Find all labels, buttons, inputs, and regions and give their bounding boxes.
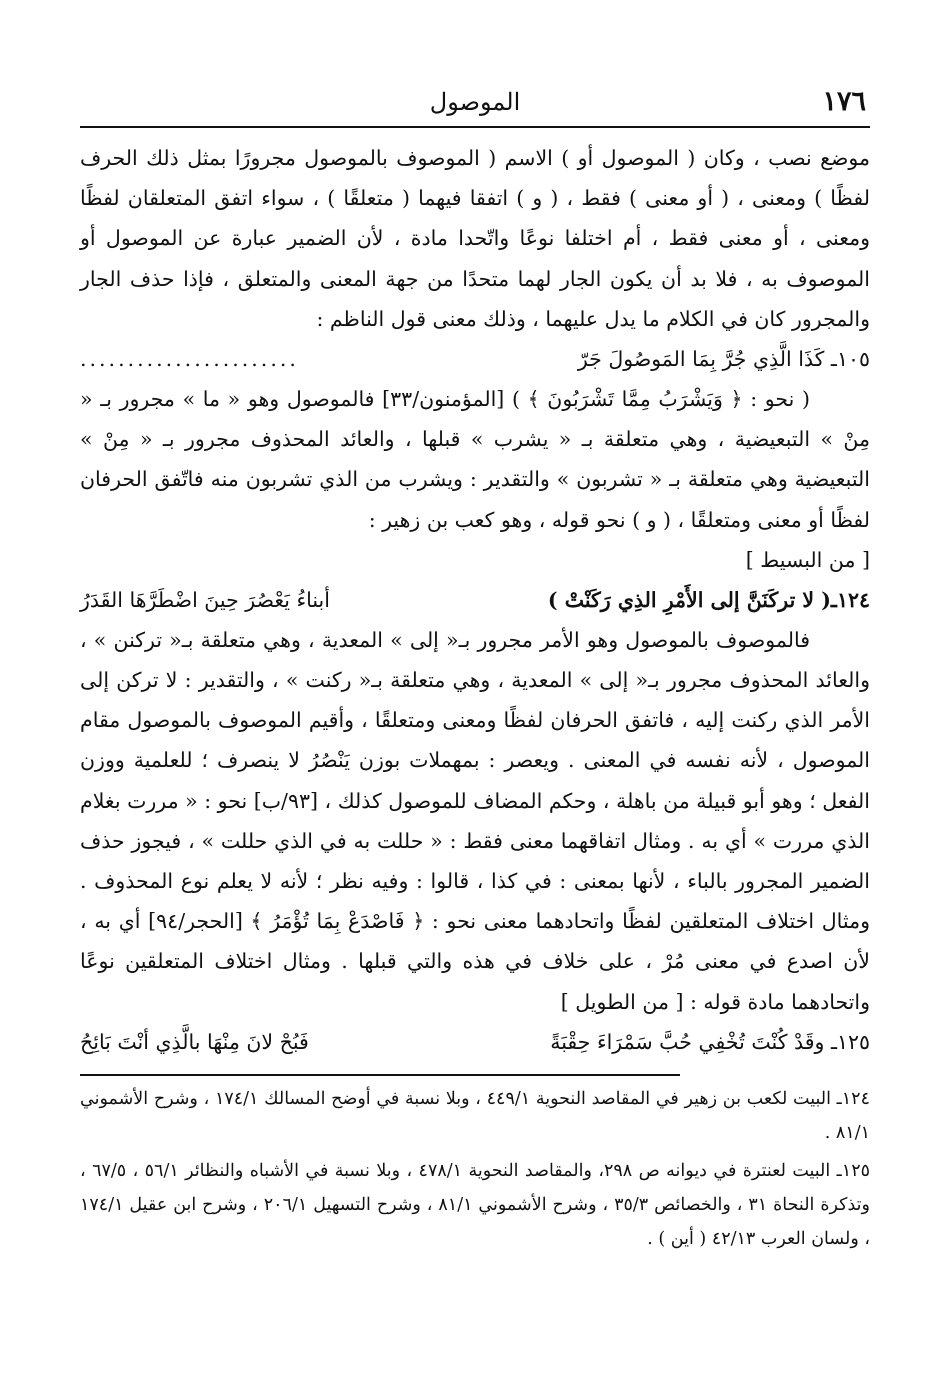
verse-124 — [80, 580, 870, 620]
verse-124-second-hemistich: أبناءُ يَعْصُرَ حِينَ اضْطَرَّهَا القَدَرُ — [80, 587, 330, 612]
verse-105 — [80, 339, 870, 379]
paragraph-after-124: فالموصوف بالموصول وهو الأمر مجرور بـ« إلى » المعدية ، وهي متعلقة بـ« تركنن » ، والعائد المحذوف مجرور بـ« إلى » المعدية ، وهي متعلقة بـ« ركنت » ، والتقدير : لا تركن إلى الأمر الذي ركنت إليه ، فاتفق الحرفان لفظًا ومعنى ومتعلقًا ، وأقيم الموصوف بالموصول مقام الموصول ، لأنه نفسه في المعنى . ويعصر : بمهملات بوزن يَنْصُرُ لا ينصرف ؛ للعلمية ووزن الفعل ؛ وهو أبو قبيلة من باهلة ، وحكم المضاف للموصول كذلك ، [٩٣/ب] نحو : « مررت بغلام الذي مررت » أي به . ومثال اتفاقهما معنى فقط : « حللت به في الذي حللت » ، فيجوز حذف الضمير المجرور بالباء ، لأنها بمعنى : في كذا ، قالوا : وفيه نظر ؛ لأنه لا يعلم نوع المحذوف . ومثال اختلاف المتعلقين لفظًا واتحادهما معنى نحو : ﴿ فَاصْدَعْ بِمَا تُؤْمَرُ ﴾ [الحجر/٩٤] أي به ، لأن اصدع في معنى مُرْ ، على خلاف في هذه والتي قبلها . ومثال اختلاف المتعلقين نوعًا واتحادهما مادة قوله : [ من الطويل ] — [80, 627, 870, 1014]
verse-125 — [80, 1022, 870, 1062]
verse-105-dots: ....................... — [80, 347, 299, 372]
meter-label-124: [ من البسيط ] — [745, 547, 870, 572]
running-title: الموصول — [429, 88, 521, 116]
book-page — [80, 80, 870, 1260]
footnote-124: ١٢٤ـ البيت لكعب بن زهير في المقاصد النحوية ٤٤٩/١ ، وبلا نسبة في أوضح المسالك ١٧٤/١ ، وشرح الأشموني ٨١/١ . — [80, 1088, 870, 1143]
verse-105-hemistich: ١٠٥ـ كَذَا الَّذِي جُرَّ بِمَا المَوصُولَ جَرّ — [577, 347, 870, 372]
footnotes — [80, 1082, 870, 1256]
page-header — [80, 80, 870, 128]
page-number: ١٧٦ — [822, 86, 866, 117]
paragraph-after-105: ( نحو : ﴿ وَيَشْرَبُ مِمَّا تَشْرَبُونَ ﴾ ) [المؤمنون/٣٣] فالموصول وهو « ما » مجرور بـ « مِنْ » التبعيضية ، وهي متعلقة بـ « يشرب » قبلها ، والعائد المحذوف مجرور بـ « مِنْ » التبعيضية وهي متعلقة بـ « تشربون » والتقدير : ويشرب من الذي تشربون منه فاتّفق الحرفان لفظًا أو معنى ومتعلقًا ، ( و ) نحو قوله ، وهو كعب بن زهير : — [80, 387, 870, 532]
footnote-divider — [80, 1074, 680, 1076]
main-text — [80, 138, 870, 1062]
verse-125-second-hemistich: فَبُحْ لانَ مِنْهَا بالَّذِي أنْتَ بَائِحُ — [80, 1029, 309, 1054]
footnote-125: ١٢٥ـ البيت لعنترة في ديوانه ص ٢٩٨، والمقاصد النحوية ٤٧٨/١ ، وبلا نسبة في الأشباه والنظائر ٥٦/١ ، ٦٧/٥ ، وتذكرة النحاة ٣١ ، والخصائص ٣٥/٣ ، وشرح الأشموني ٨١/١ ، وشرح التسهيل ٢٠٦/١ ، وشرح ابن عقيل ١٧٤/١ ، ولسان العرب ٤٢/١٣ ( أين ) . — [80, 1160, 870, 1249]
verse-125-first-hemistich: ١٢٥ـ وقَدْ كُنْتَ تُخْفِي حُبَّ سَمْرَاءَ حِقْبَةً — [550, 1029, 870, 1054]
paragraph-intro: موضع نصب ، وكان ( الموصول أو ) الاسم ( الموصوف بالموصول مجرورًا بمثل ذلك الحرف لفظًا ) ومعنى ، ( أو معنى ) فقط ، ( و ) اتفقا فيهما ( متعلقًا ) ، سواء اتفق المتعلقان لفظًا ومعنى ، أو معنى فقط ، أم اختلفا نوعًا واتّحدا مادة ، لأن الضمير عبارة عن الموصول أو الموصوف به ، فلا بد أن يكون الجار لهما متحدًا من جهة المعنى والمتعلق ، فإذا حذف الجار والمجرور كان في الكلام ما يدل عليهما ، وذلك معنى قول الناظم : — [80, 146, 870, 331]
verse-124-first-hemistich: ١٢٤ـ( لا تركَنَنَّ إلى الأَمْرِ الذِي رَكَنْتْ ) — [547, 587, 870, 612]
